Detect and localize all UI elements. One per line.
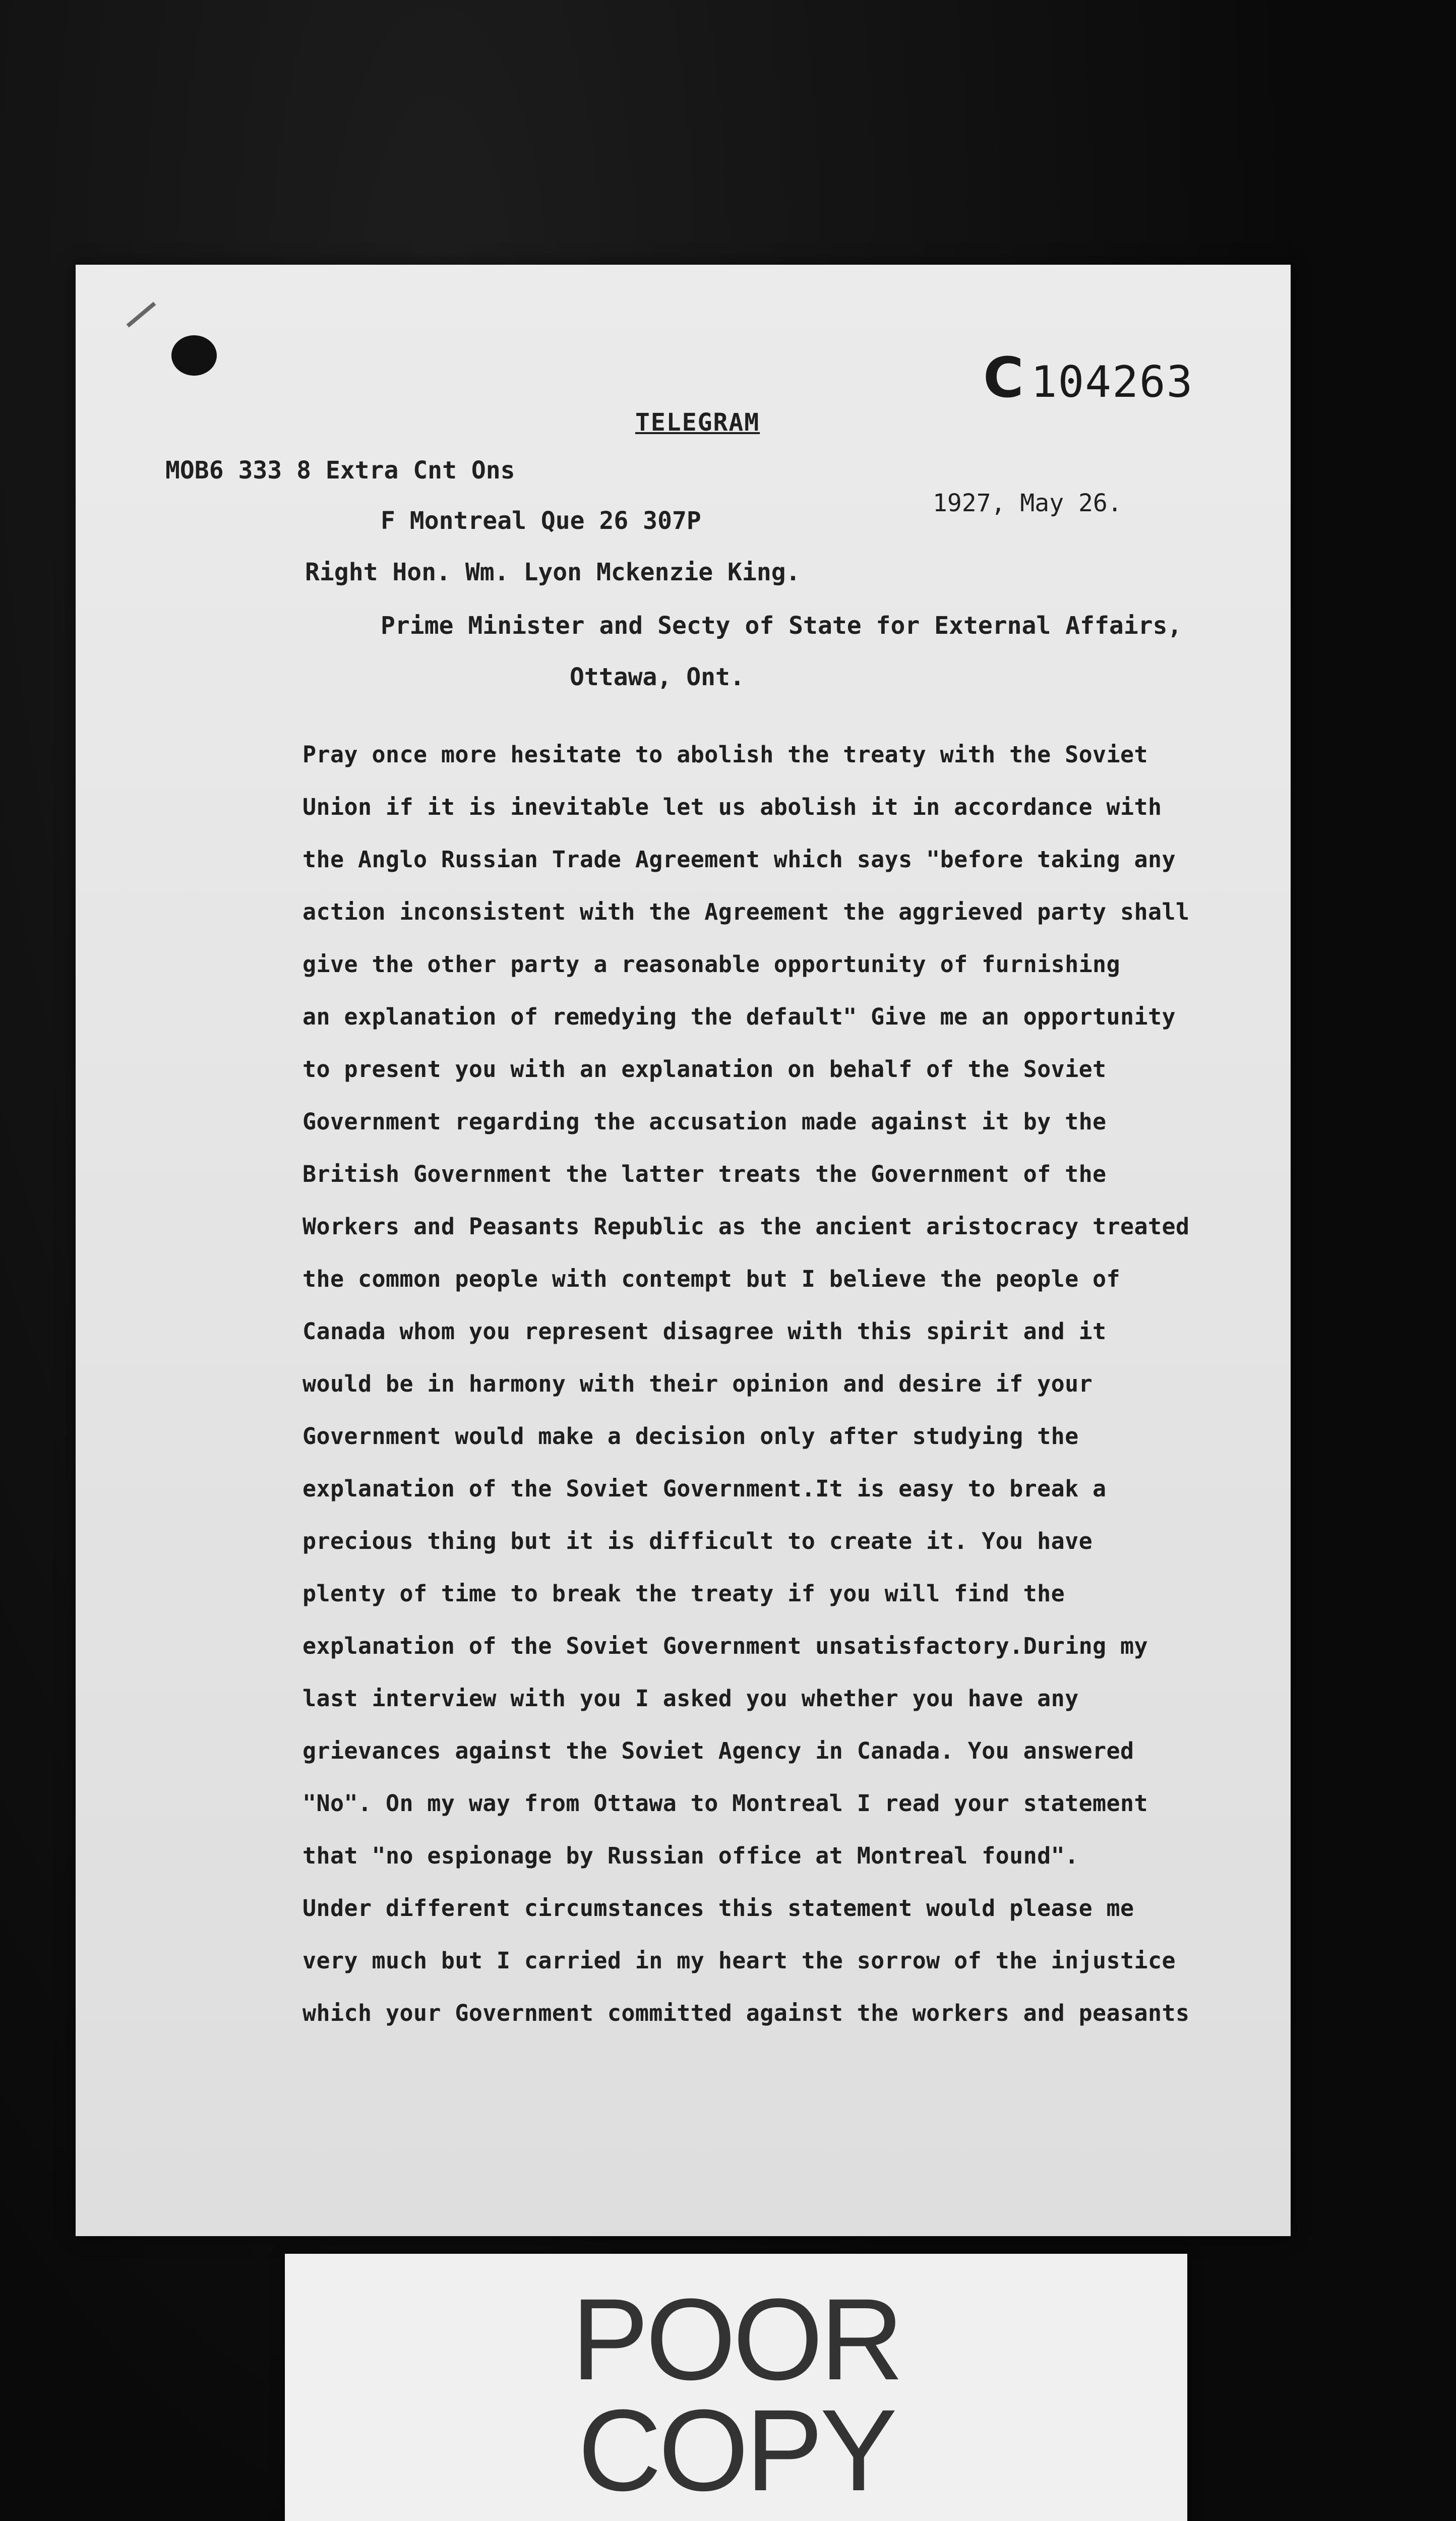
- punch-hole: [171, 335, 217, 376]
- body-line: explanation of the Soviet Government unsatisfactory.During my: [302, 1633, 1148, 1659]
- reference-number: [983, 345, 1193, 410]
- telegram-addressee: Right Hon. Wm. Lyon Mckenzie King.: [305, 558, 801, 586]
- telegram-code: MOB6 333 8 Extra Cnt Ons: [165, 456, 515, 485]
- page-scratch-mark: [127, 302, 156, 327]
- body-line: grievances against the Soviet Agency in Canada. You answered: [302, 1737, 1134, 1764]
- body-line: precious thing but it is difficult to create it. You have: [302, 1528, 1093, 1554]
- telegram-city: Ottawa, Ont.: [570, 663, 745, 691]
- body-line: last interview with you I asked you whether you have any: [302, 1685, 1079, 1712]
- body-line: that "no espionage by Russian office at Montreal found".: [302, 1842, 1079, 1869]
- body-line: "No". On my way from Ottawa to Montreal I read your statement: [302, 1790, 1148, 1817]
- telegram-addressee-title: Prime Minister and Secty of State for External Affairs,: [381, 612, 1182, 640]
- body-line: Under different circumstances this statement would please me: [302, 1895, 1134, 1922]
- telegram-title: TELEGRAM: [635, 408, 760, 437]
- body-line: Union if it is inevitable let us abolish it in accordance with: [302, 794, 1162, 820]
- body-line: which your Government committed against the workers and peasants: [302, 2000, 1190, 2026]
- body-line: the common people with contempt but I believe the people of: [302, 1266, 1121, 1292]
- poor-copy-card: [285, 2254, 1187, 2521]
- body-line: Government regarding the accusation made against it by the: [302, 1108, 1107, 1135]
- poor-copy-line-2: COPY: [578, 2385, 894, 2515]
- body-line: Canada whom you represent disagree with this spirit and it: [302, 1318, 1107, 1345]
- body-line: Pray once more hesitate to abolish the treaty with the Soviet: [302, 741, 1148, 768]
- reference-prefix: C: [983, 345, 1025, 410]
- telegram-body: [302, 729, 1291, 2039]
- body-line: plenty of time to break the treaty if you will find the: [302, 1580, 1065, 1607]
- reference-number-value: 104263: [1030, 357, 1194, 407]
- poor-copy-line-1: POOR: [571, 2274, 901, 2404]
- body-line: explanation of the Soviet Government.It is easy to break a: [302, 1475, 1107, 1502]
- body-line: Workers and Peasants Republic as the ancient aristocracy treated: [302, 1213, 1190, 1240]
- body-line: British Government the latter treats the Government of the: [302, 1161, 1107, 1187]
- body-line: very much but I carried in my heart the sorrow of the injustice: [302, 1947, 1176, 1974]
- body-line: give the other party a reasonable opportunity of furnishing: [302, 951, 1121, 978]
- telegram-origin: F Montreal Que 26 307P: [381, 507, 701, 535]
- telegram-date: 1927, May 26.: [933, 489, 1122, 517]
- body-line: an explanation of remedying the default" Give me an opportunity: [302, 1003, 1176, 1030]
- body-line: action inconsistent with the Agreement the aggrieved party shall: [302, 898, 1190, 925]
- telegram-page: [76, 265, 1291, 2236]
- body-line: Government would make a decision only after studying the: [302, 1423, 1079, 1450]
- body-line: to present you with an explanation on behalf of the Soviet: [302, 1056, 1107, 1083]
- body-line: the Anglo Russian Trade Agreement which says "before taking any: [302, 846, 1176, 873]
- body-line: would be in harmony with their opinion and desire if your: [302, 1370, 1093, 1397]
